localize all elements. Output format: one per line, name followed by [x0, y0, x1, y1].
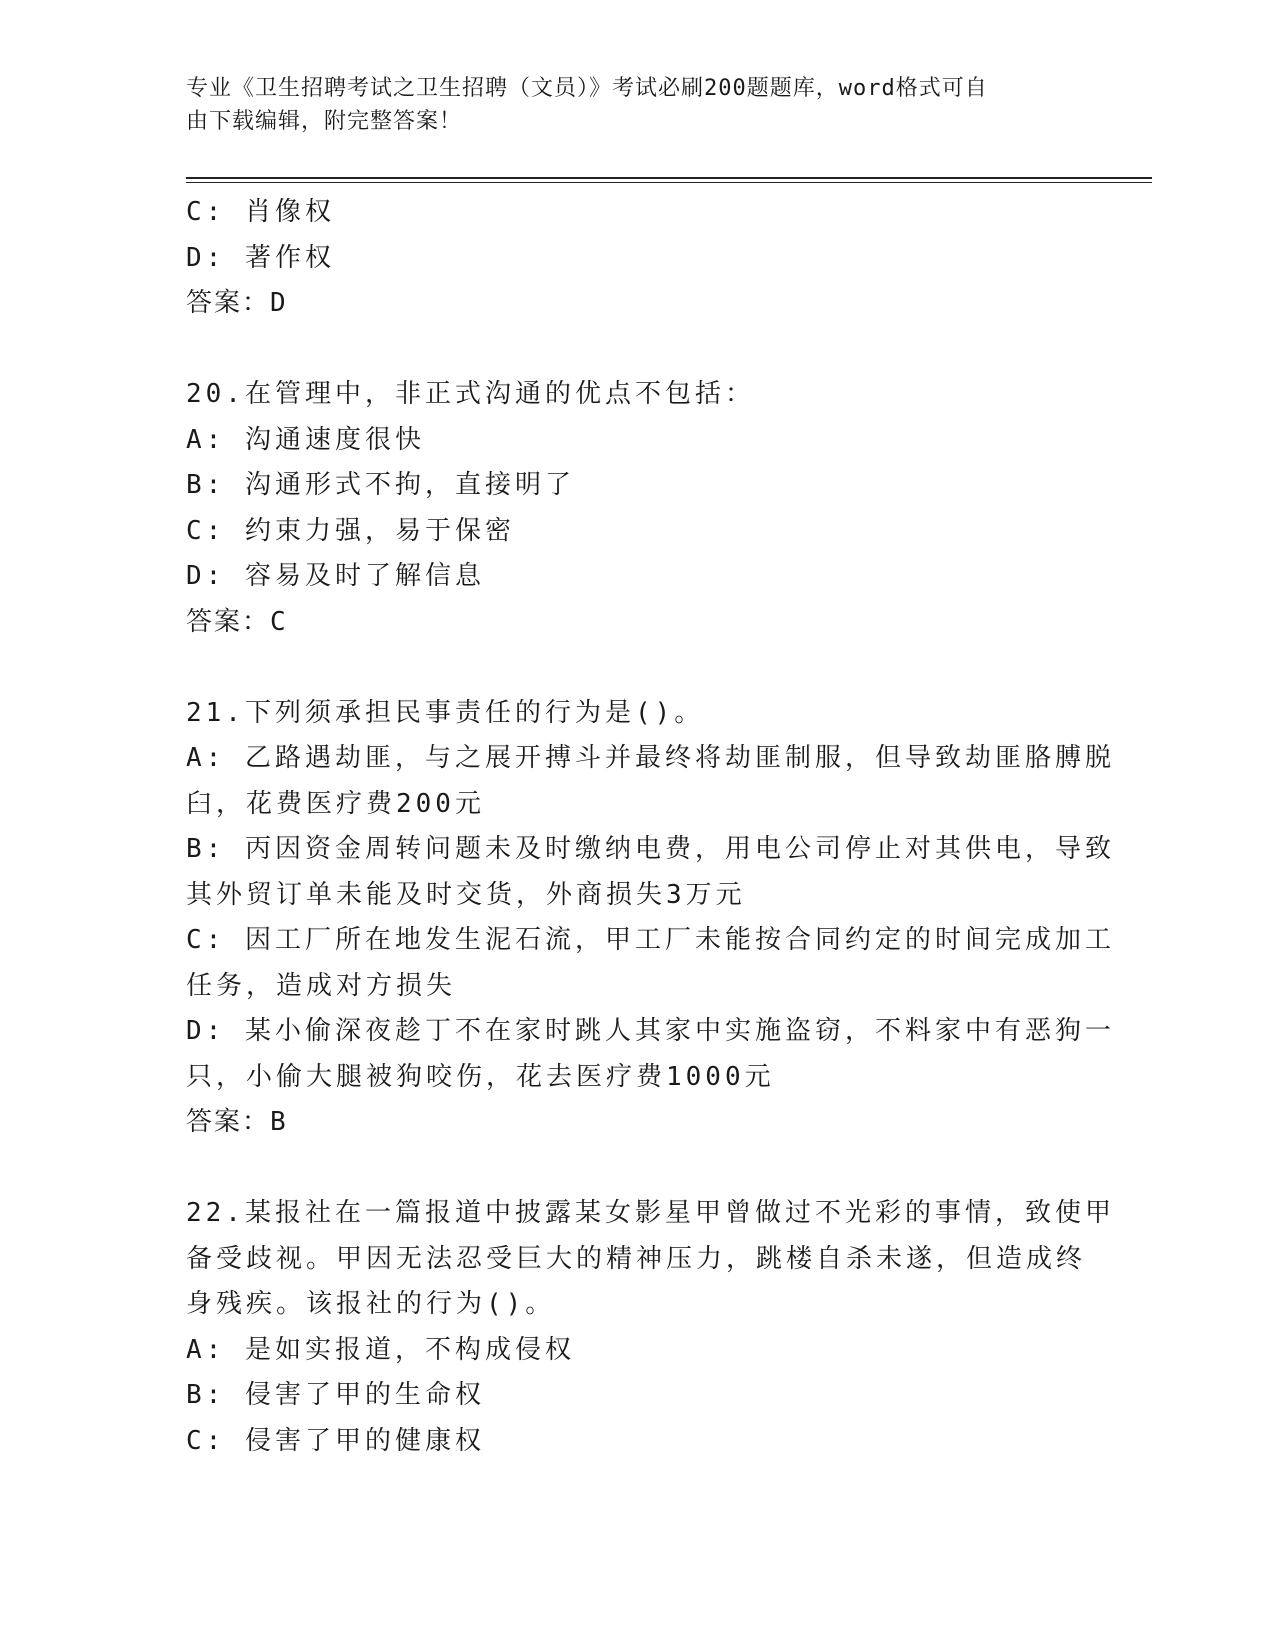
option-a: A: 是如实报道，不构成侵权 [186, 1334, 575, 1365]
question-stem-line-3: 身残疾。该报社的行为()。 [186, 1289, 556, 1319]
question-stem-line-1: 22.某报社在一篇报道中披露某女影星甲曾做过不光彩的事情，致使甲 [186, 1198, 1115, 1228]
option-c: C: 肖像权 [186, 197, 335, 227]
option-d-line-1: D: 某小偷深夜趁丁不在家时跳人其家中实施盗窃，不料家中有恶狗一 [186, 1016, 1115, 1046]
spacer [186, 645, 1086, 691]
spacer [186, 1146, 1086, 1192]
option-c-line-1: C: 因工厂所在地发生泥石流，甲工厂未能按合同约定的时间完成加工 [186, 925, 1115, 955]
question-20 [186, 372, 1086, 645]
option-d: D: 容易及时了解信息 [186, 561, 485, 591]
question-stem: 20.在管理中，非正式沟通的优点不包括： [186, 379, 755, 409]
question-stem-line-2: 备受歧视。甲因无法忍受巨大的精神压力，跳楼自杀未遂，但造成终 [186, 1243, 1087, 1274]
question-19-tail [186, 190, 1086, 327]
answer-line: 答案：D [186, 288, 288, 318]
header-rule-thin [186, 182, 1152, 183]
header-line-2: 由下载编辑，附完整答案！ [186, 109, 463, 134]
question-22 [186, 1191, 1115, 1464]
option-b: B: 侵害了甲的生命权 [186, 1380, 485, 1410]
question-21 [186, 691, 1115, 1146]
spacer [186, 327, 1086, 373]
question-stem: 21.下列须承担民事责任的行为是()。 [186, 697, 705, 728]
header-line-1: 专业《卫生招聘考试之卫生招聘（文员）》考试必刷200题题库，word格式可自 [186, 76, 988, 101]
header-rule-thick [186, 177, 1152, 179]
answer-line: 答案：B [186, 1107, 288, 1137]
answer-line: 答案：C [186, 606, 288, 637]
option-c: C: 侵害了甲的健康权 [186, 1425, 485, 1456]
document-header [186, 72, 1066, 138]
option-a-line-2: 臼，花费医疗费200元 [186, 788, 485, 819]
option-d-line-2: 只，小偷大腿被狗咬伤，花去医疗费1000元 [186, 1061, 775, 1092]
option-c: C: 约束力强，易于保密 [186, 515, 515, 546]
option-a: A: 沟通速度很快 [186, 424, 425, 455]
question-list [186, 190, 1115, 1464]
option-a-line-1: A: 乙路遇劫匪，与之展开搏斗并最终将劫匪制服，但导致劫匪胳膊脱 [186, 743, 1115, 773]
option-b-line-2: 其外贸订单未能及时交货，外商损失3万元 [186, 879, 746, 910]
option-b-line-1: B: 丙因资金周转问题未及时缴纳电费，用电公司停止对其供电，导致 [186, 834, 1115, 864]
option-c-line-2: 任务，造成对方损失 [186, 970, 457, 1001]
option-b: B: 沟通形式不拘，直接明了 [186, 470, 575, 500]
option-d: D: 著作权 [186, 242, 335, 273]
